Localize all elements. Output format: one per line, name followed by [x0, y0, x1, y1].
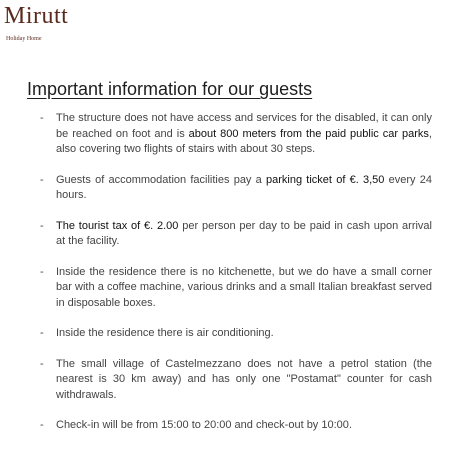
page-title: Important information for our guests: [27, 79, 313, 99]
item-text: Check-in will be from 15:00 to 20:00 and check-out by 10:00.: [56, 419, 352, 431]
bullet-dash: -: [40, 173, 44, 186]
item-text: Inside the residence there is no kitchenette, but we do have a small corner bar with a coffee machine, various drinks and a small Italian breakfast served in disposable boxes.: [56, 265, 432, 309]
list-item: [36, 418, 432, 434]
bullet-dash: -: [40, 265, 44, 278]
item-text: every 24 hours.: [56, 173, 433, 201]
item-highlight: The tourist tax of €. 2.00: [56, 219, 179, 232]
item-highlight: about 800 meters from the paid public car parks: [188, 127, 429, 140]
bullet-dash: -: [40, 112, 44, 124]
info-list: [36, 111, 432, 449]
item-text: Guests of accommodation facilities pay a: [56, 173, 266, 186]
logo: [4, 2, 68, 42]
list-item: [36, 111, 432, 158]
list-item: [36, 265, 432, 312]
list-item: [36, 357, 432, 404]
item-text: The structure does not have access and services for the disabled, it can only be reached on foot and is: [56, 112, 432, 140]
logo-name: Mirutt: [4, 3, 69, 29]
bullet-dash: -: [40, 357, 44, 370]
item-text: per person per day to be paid in cash upon arrival at the facility.: [56, 219, 432, 247]
item-highlight: parking ticket of €. 3,50: [266, 173, 385, 186]
list-item: [36, 326, 432, 342]
item-text: The small village of Castelmezzano does not have a petrol station (the nearest is 30 km away) and has only one "Postamat" counter for cash withdrawals.: [56, 357, 432, 401]
item-text: Inside the residence there is air conditioning.: [56, 327, 274, 339]
bullet-dash: -: [40, 219, 44, 232]
item-text: , also covering two flights of stairs with about 30 steps.: [56, 127, 432, 155]
bullet-dash: -: [40, 419, 44, 431]
list-item: [36, 219, 432, 250]
bullet-dash: -: [40, 327, 44, 339]
list-item: [36, 173, 432, 204]
logo-subtitle: Holiday Home: [6, 36, 42, 42]
